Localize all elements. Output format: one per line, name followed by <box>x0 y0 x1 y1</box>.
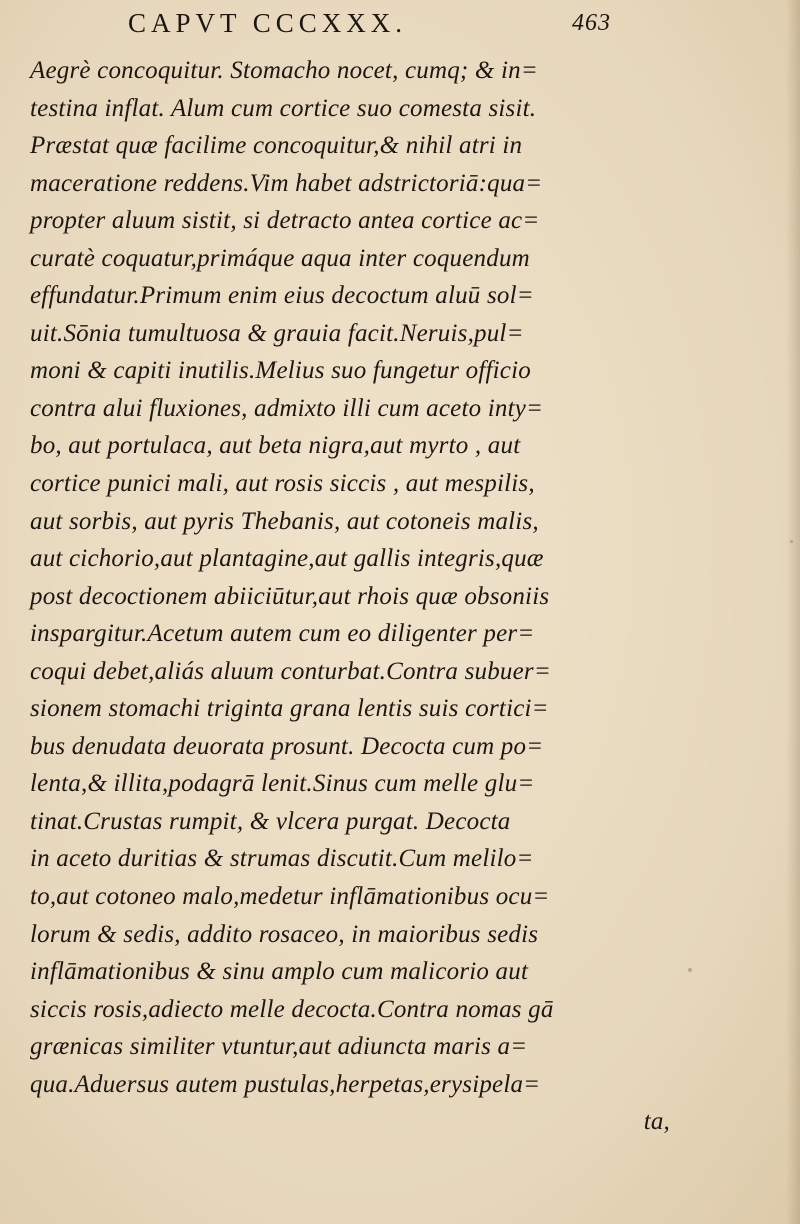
text-line: cortice punici mali, aut rosis siccis , aut mespilis, <box>30 470 535 498</box>
text-line: grænicas similiter vtuntur,aut adiuncta maris a= <box>30 1033 528 1061</box>
text-line: lorum & sedis, addito rosaceo, in maioribus sedis <box>30 920 539 948</box>
text-line: in aceto duritias & strumas discutit.Cum melilo= <box>30 845 534 873</box>
text-line: aut sorbis, aut pyris Thebanis, aut cotoneis malis, <box>30 507 539 535</box>
text-line: sionem stomachi triginta grana lentis suis cortici= <box>30 695 549 723</box>
text-line: Præstat quæ facilime concoquitur,& nihil atri in <box>30 132 523 160</box>
text-line: curatè coquatur,primáque aqua inter coquendum <box>30 244 530 272</box>
text-line: siccis rosis,adiecto melle decocta.Contra nomas gā <box>30 995 554 1023</box>
text-line: bo, aut portulaca, aut beta nigra,aut myrto , aut <box>30 432 521 460</box>
page-header <box>0 8 800 48</box>
text-line: aut cichorio,aut plantagine,aut gallis integris,quæ <box>30 545 544 573</box>
text-line: uit.Sōnia tumultuosa & grauia facit.Neruis,pul= <box>30 319 524 347</box>
text-line: inflāmationibus & sinu amplo cum malicorio aut <box>30 958 529 986</box>
text-line: propter aluum sistit, si detracto antea cortice ac= <box>30 207 540 235</box>
page-number: 463 <box>572 10 611 36</box>
text-line: contra alui fluxiones, admixto illi cum aceto inty= <box>30 394 544 422</box>
page-edge-shadow <box>786 0 800 1224</box>
text-line: qua.Aduersus autem pustulas,herpetas,erysipela= <box>30 1070 541 1098</box>
text-line: effundatur.Primum enim eius decoctum aluū sol= <box>30 282 534 310</box>
text-line: tinat.Crustas rumpit, & vlcera purgat. Decocta <box>30 807 511 835</box>
paper-speck <box>790 540 793 543</box>
text-line: testina inflat. Alum cum cortice suo comesta sisit. <box>30 94 537 122</box>
body-text <box>30 52 770 1141</box>
running-head: CAPVT CCCXXX. <box>128 8 408 38</box>
paper-speck <box>688 968 692 972</box>
text-line: bus denudata deuorata prosunt. Decocta cum po= <box>30 732 544 760</box>
text-line: inspargitur.Acetum autem cum eo diligenter per= <box>30 620 535 648</box>
text-line: Aegrè concoquitur. Stomacho nocet, cumq; & in= <box>30 57 538 84</box>
text-line: maceratione reddens.Vim habet adstrictoriā:qua= <box>30 169 543 197</box>
text-line: lenta,& illita,podagrā lenit.Sinus cum melle glu= <box>30 770 535 798</box>
text-line: moni & capiti inutilis.Melius suo fungetur officio <box>30 357 531 385</box>
text-line: to,aut cotoneo malo,medetur inflāmationibus ocu= <box>30 883 550 911</box>
catchword-line: ta, <box>643 1108 670 1136</box>
text-line: coqui debet,aliás aluum conturbat.Contra subuer= <box>30 657 551 685</box>
text-line: post decoctionem abiiciūtur,aut rhois quæ obsoniis <box>30 582 550 610</box>
